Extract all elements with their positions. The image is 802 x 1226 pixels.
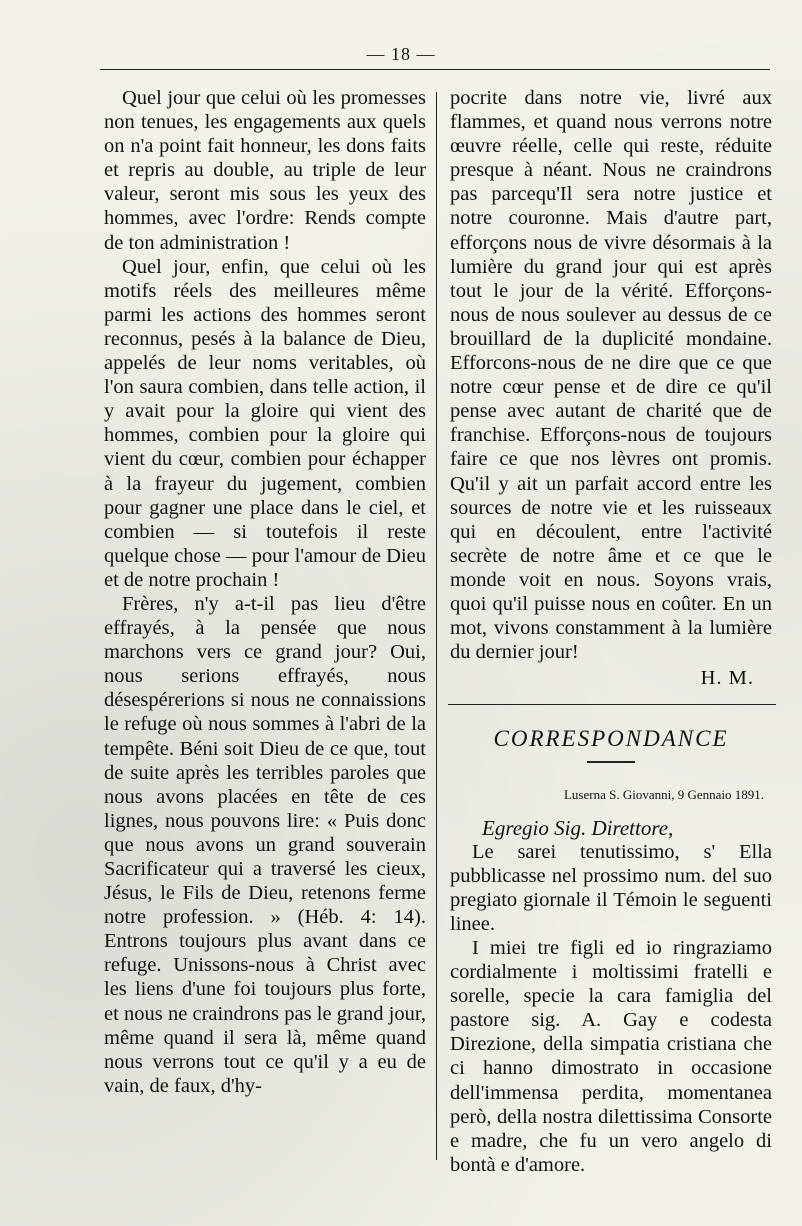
- letter-salutation: Egregio Sig. Direttore,: [482, 815, 674, 840]
- title-underline: [587, 761, 635, 763]
- paragraph-judgement: Quel jour que celui où les promesses non tenues, les engagements aux quels on n'a point fait honneur, les dons faits et repris au double, au triple de leur valeur, seront mis sous les yeux des hommes, avec l'ordre: Rends compte de ton administration !: [104, 87, 426, 254]
- header-rule: [100, 69, 770, 70]
- letter-paragraph-thanks: I miei tre figli ed io ringraziamo cordialmente i moltissimi fratelli e sorelle, specie la cara famiglia del pastore sig. A. Gay e codesta Direzione, della simpatia cristiana che ci hanno dimostrato in occasione dell'immensa perdita, momentanea però, della nostra dilettissima Consorte e madre, che fu un vero angelo di bontà e d'amore.: [450, 937, 772, 1176]
- section-divider: [448, 704, 776, 705]
- left-column: [104, 86, 426, 1098]
- paragraph-motives: Quel jour, enfin, que celui où les motifs réels des meilleures même parmi les actions des hommes seront reconnus, pesés à la balance de Dieu, appelés de leur noms veritables, où l'on saura combien, dans telle action, il y avait pour la gloire qui vient des hommes, combien pour la gloire qui vient du cœur, combien pour échapper à la frayeur du jugement, combien pour gagner une place dans le ciel, et combien — si toutefois il reste quelque chose — pour l'amour de Dieu et de notre prochain !: [104, 255, 426, 591]
- column-divider: [436, 92, 437, 1160]
- right-column: [450, 86, 772, 1177]
- paragraph-brothers: Frères, n'y a-t-il pas lieu d'être effrayés, à la pensée que nous marchons vers ce grand jour? Oui, nous serions effrayés, nous désespérerions si nous ne connaissions le refuge où nous sommes à l'abri de la tempête. Béni soit Dieu de ce que, tout de suite après les terribles paroles que nous avons placées en tête de ces lignes, nous pouvons lire: « Puis donc que nous avons un grand souverain Sacrificateur qui a traversé les cieux, Jésus, le Fils de Dieu, retenons ferme notre profession. » (Héb. 4: 14). Entrons toujours plus avant dans ce refuge. Unissons-nous à Christ avec les liens d'une foi toujours plus forte, et nous ne craindrons pas le grand jour, même quand il sera là, même quand nous verrons tout ce qu'il y a eu de vain, de faux, d'hy-: [104, 592, 426, 1097]
- letter-paragraph-request: Le sarei tenutissimo, s' Ella pubblicasse nel prossimo num. del suo pregiato giornale il Témoin le seguenti linee.: [450, 840, 772, 935]
- page-number: — 18 —: [366, 44, 436, 64]
- author-signature: H. M.: [700, 667, 754, 690]
- letter-dateline: Luserna S. Giovanni, 9 Gennaio 1891.: [563, 787, 764, 803]
- section-title: CORRESPONDANCE: [493, 726, 729, 752]
- paragraph-continuation: pocrite dans notre vie, livré aux flammes, et quand nous verrons notre œuvre réelle, celle qui reste, réduite presque à néant. Nous ne craindrons pas parcequ'Il sera notre justice et notre couronne. Mais d'autre part, efforçons nous de vivre désormais à la lumière du grand jour qui est après tout le jour de la vérité. Efforçons-nous de nous soulever au dessus de ce brouillard de la duplicité mondaine. Efforcons-nous de ne dire que ce que notre cœur pense et de dire ce qu'il pense avec autant de charité que de franchise. Efforçons-nous de toujours faire ce que nos lèvres ont promis. Qu'il y ait un parfait accord entre les sources de notre vie et les ruisseaux qui en découlent, entre l'activité secrète de notre âme et ce que le monde voit en nous. Soyons vrais, quoi qu'il puisse nous en coûter. En un mot, vivons constamment à la lumière du dernier jour!: [450, 87, 772, 664]
